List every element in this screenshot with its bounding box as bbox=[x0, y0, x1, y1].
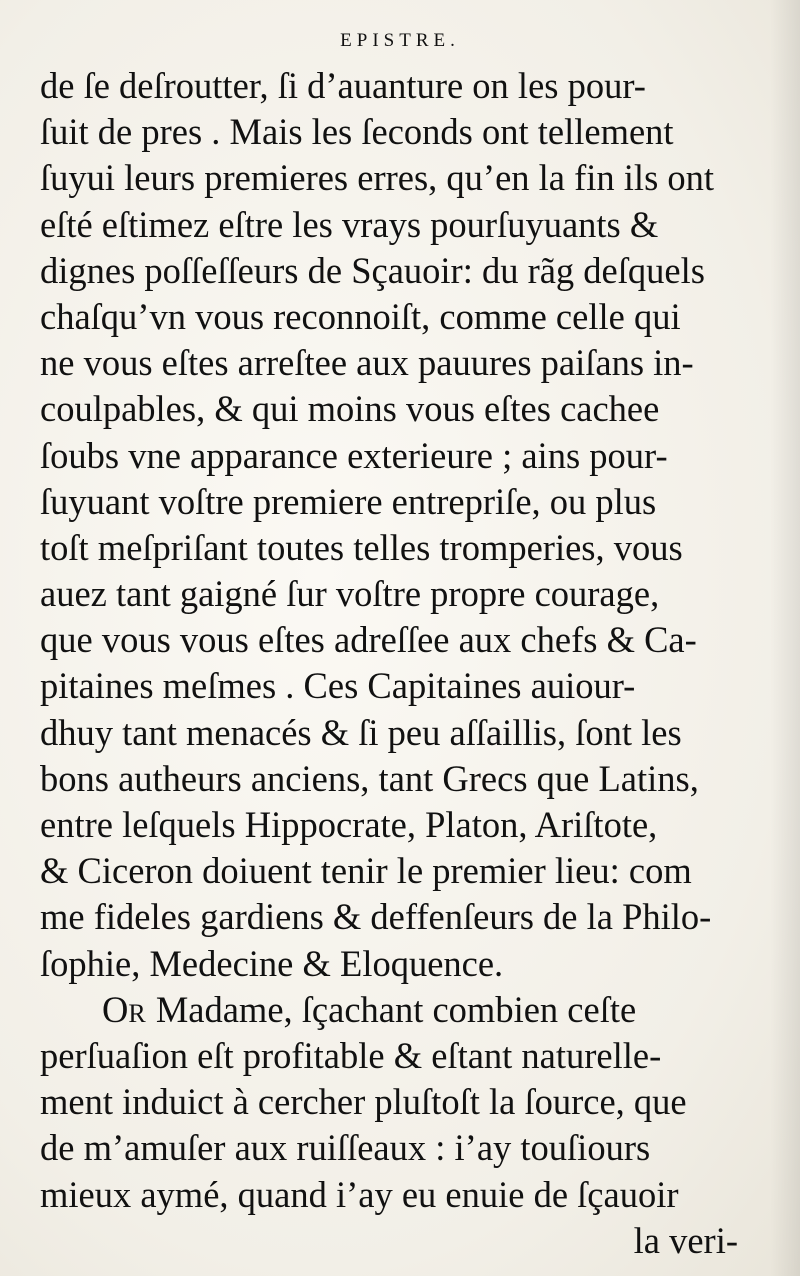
paragraph-small-cap: R bbox=[128, 998, 147, 1028]
running-head: EPISTRE. bbox=[340, 30, 460, 51]
text-line: dhuy tant menacés & ſi peu aſſaillis, ſont les bbox=[40, 711, 682, 753]
text-line: ſophie, Medecine & Eloquence. bbox=[40, 942, 504, 984]
text-line: me fideles gardiens & deffenſeurs de la Philo- bbox=[40, 896, 712, 938]
paragraph-first-line-text: Madame, ſçachant combien ceſte bbox=[146, 988, 637, 1030]
page-edge-shadow bbox=[770, 0, 800, 1276]
text-line: ſuyui leurs premieres erres, qu’en la fin ils ont bbox=[40, 157, 715, 199]
text-line: eſté eſtimez eſtre les vrays pourſuyuants & bbox=[40, 203, 659, 245]
text-line: que vous vous eſtes adreſſee aux chefs & Ca- bbox=[40, 619, 697, 661]
text-line: de ſe deſroutter, ſi d’auanture on les pour- bbox=[40, 65, 646, 106]
catchword: la veri- bbox=[633, 1219, 738, 1261]
paragraph-2-first-line bbox=[40, 987, 770, 1033]
text-line: entre leſquels Hippocrate, Platon, Ariſtote, bbox=[40, 804, 658, 845]
text-line: ſoubs vne apparance exterieure ; ains pour- bbox=[40, 434, 668, 476]
text-line: pitaines meſmes . Ces Capitaines auiour- bbox=[40, 665, 636, 707]
text-line: auez tant gaigné ſur voſtre propre courage, bbox=[40, 573, 660, 615]
text-line: & Ciceron doiuent tenir le premier lieu: com bbox=[40, 850, 692, 892]
text-line: de m’amuſer aux ruiſſeaux : i’ay touſiours bbox=[40, 1127, 651, 1169]
text-line: chaſqu’vn vous reconnoiſt, comme celle qui bbox=[40, 295, 681, 337]
text-line: perſuaſion eſt profitable & eſtant naturelle- bbox=[40, 1034, 662, 1076]
text-line: bons autheurs anciens, tant Grecs que Latins, bbox=[40, 757, 699, 799]
text-line: mieux aymé, quand i’ay eu enuie de ſçauoir bbox=[40, 1173, 679, 1215]
text-line: ſuyuant voſtre premiere entrepriſe, ou plus bbox=[40, 480, 657, 522]
text-line: dignes poſſeſſeurs de Sçauoir: du rãg deſquels bbox=[40, 249, 705, 291]
text-line: ſuit de pres . Mais les ſeconds ont tellement bbox=[40, 111, 674, 153]
text-line: coulpables, & qui moins vous eſtes cachee bbox=[40, 388, 660, 430]
body-text bbox=[40, 63, 770, 1264]
text-line: ne vous eſtes arreſtee aux pauures paiſans in- bbox=[40, 342, 694, 384]
text-line: toſt meſpriſant toutes telles tromperies, vous bbox=[40, 526, 683, 568]
paragraph-initial: O bbox=[102, 988, 129, 1030]
text-line: ment induict à cercher pluſtoſt la ſource, que bbox=[40, 1081, 687, 1123]
